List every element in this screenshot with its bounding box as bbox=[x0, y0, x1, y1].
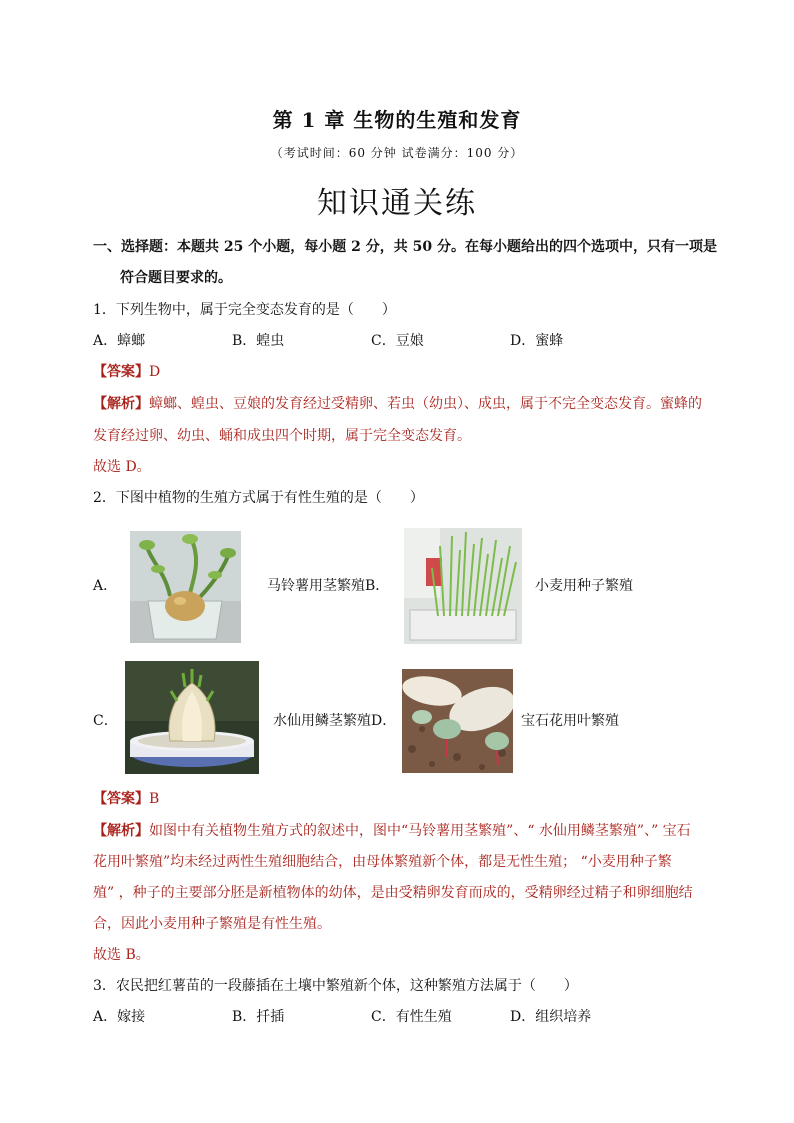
q2-answer-label: 【答案】 bbox=[93, 791, 149, 807]
question-1-stem: 1．下列生物中，属于完全变态发育的是（ ） bbox=[93, 302, 396, 318]
q1-option-d: D．蜜蜂 bbox=[510, 333, 564, 349]
q2-answer bbox=[93, 788, 159, 808]
q2-option-d-label: D． bbox=[371, 713, 397, 729]
q1-conclusion: 故选 D。 bbox=[93, 459, 151, 475]
q2-caption-d: 宝石花用叶繁殖 bbox=[521, 713, 619, 729]
q2-caption-b: 小麦用种子繁殖 bbox=[535, 578, 633, 594]
section-instructions-line1: 一、选择题：本题共 25 个小题，每小题 2 分，共 50 分。在每小题给出的四个选项中，只有一项是 bbox=[93, 239, 717, 255]
q2-caption-a-text: 马铃薯用茎繁殖 bbox=[267, 578, 365, 594]
q2-analysis-line3: 殖” ，种子的主要部分胚是新植物体的幼体，是由受精卵发育而成的，受精卵经过精子和卵细胞结 bbox=[93, 885, 693, 901]
wheat-photo bbox=[404, 528, 522, 644]
question-2-stem: 2．下图中植物的生殖方式属于有性生殖的是（ ） bbox=[93, 490, 424, 506]
question-3-stem: 3．农民把红薯苗的一段藤插在土壤中繁殖新个体，这种繁殖方法属于（ ） bbox=[93, 978, 578, 994]
q1-answer-value: D bbox=[149, 364, 161, 380]
q1-answer-label: 【答案】 bbox=[93, 364, 149, 380]
q2-analysis-line1 bbox=[93, 820, 691, 840]
q2-caption-c bbox=[273, 710, 396, 730]
potato-photo bbox=[130, 531, 241, 643]
q1-analysis-text1: 蟑螂、蝗虫、豆娘的发育经过受精卵、若虫（幼虫）、成虫，属于不完全变态发育。蜜蜂的 bbox=[149, 396, 702, 412]
exam-info: （考试时间：60 分钟 试卷满分：100 分） bbox=[270, 146, 524, 160]
q1-analysis-line2: 发育经过卵、幼虫、蛹和成虫四个时期，属于完全变态发育。 bbox=[93, 428, 471, 444]
q1-option-b: B．蝗虫 bbox=[232, 333, 285, 349]
q1-answer bbox=[93, 361, 160, 381]
q3-option-d: D．组织培养 bbox=[510, 1009, 592, 1025]
q2-caption-a bbox=[267, 575, 389, 595]
q3-option-c: C．有性生殖 bbox=[371, 1009, 452, 1025]
q2-analysis-line2: 花用叶繁殖”均未经过两性生殖细胞结合，由母体繁殖新个体，都是无性生殖； “小麦用种子繁 bbox=[93, 854, 672, 870]
q2-option-a-label: A． bbox=[93, 578, 118, 594]
chapter-title: 第 1 章 生物的生殖和发育 bbox=[272, 108, 522, 132]
section-instructions-line2: 符合题目要求的。 bbox=[120, 270, 232, 286]
q2-analysis-label: 【解析】 bbox=[93, 823, 149, 839]
q3-option-b: B．扦插 bbox=[232, 1009, 285, 1025]
q2-analysis-text1: 如图中有关植物生殖方式的叙述中，图中“马铃薯用茎繁殖”、“ 水仙用鳞茎繁殖”、” 宝石 bbox=[149, 823, 691, 839]
narcissus-photo bbox=[125, 661, 259, 774]
section-heading: 知识通关练 bbox=[317, 186, 477, 221]
q2-conclusion: 故选 B。 bbox=[93, 947, 150, 963]
q3-option-a: A．嫁接 bbox=[93, 1009, 146, 1025]
q1-option-c: C．豆娘 bbox=[371, 333, 424, 349]
succulent-photo bbox=[402, 669, 513, 773]
q1-option-a: A．蟑螂 bbox=[93, 333, 146, 349]
q2-option-b-label: B． bbox=[365, 578, 390, 594]
q1-analysis-line1 bbox=[93, 393, 702, 413]
q2-option-c-label: C． bbox=[93, 713, 118, 729]
q1-analysis-label: 【解析】 bbox=[93, 396, 149, 412]
q2-caption-c-text: 水仙用鳞茎繁殖 bbox=[273, 713, 371, 729]
q2-analysis-line4: 合，因此小麦用种子繁殖是有性生殖。 bbox=[93, 916, 331, 932]
q2-answer-value: B bbox=[149, 791, 160, 807]
